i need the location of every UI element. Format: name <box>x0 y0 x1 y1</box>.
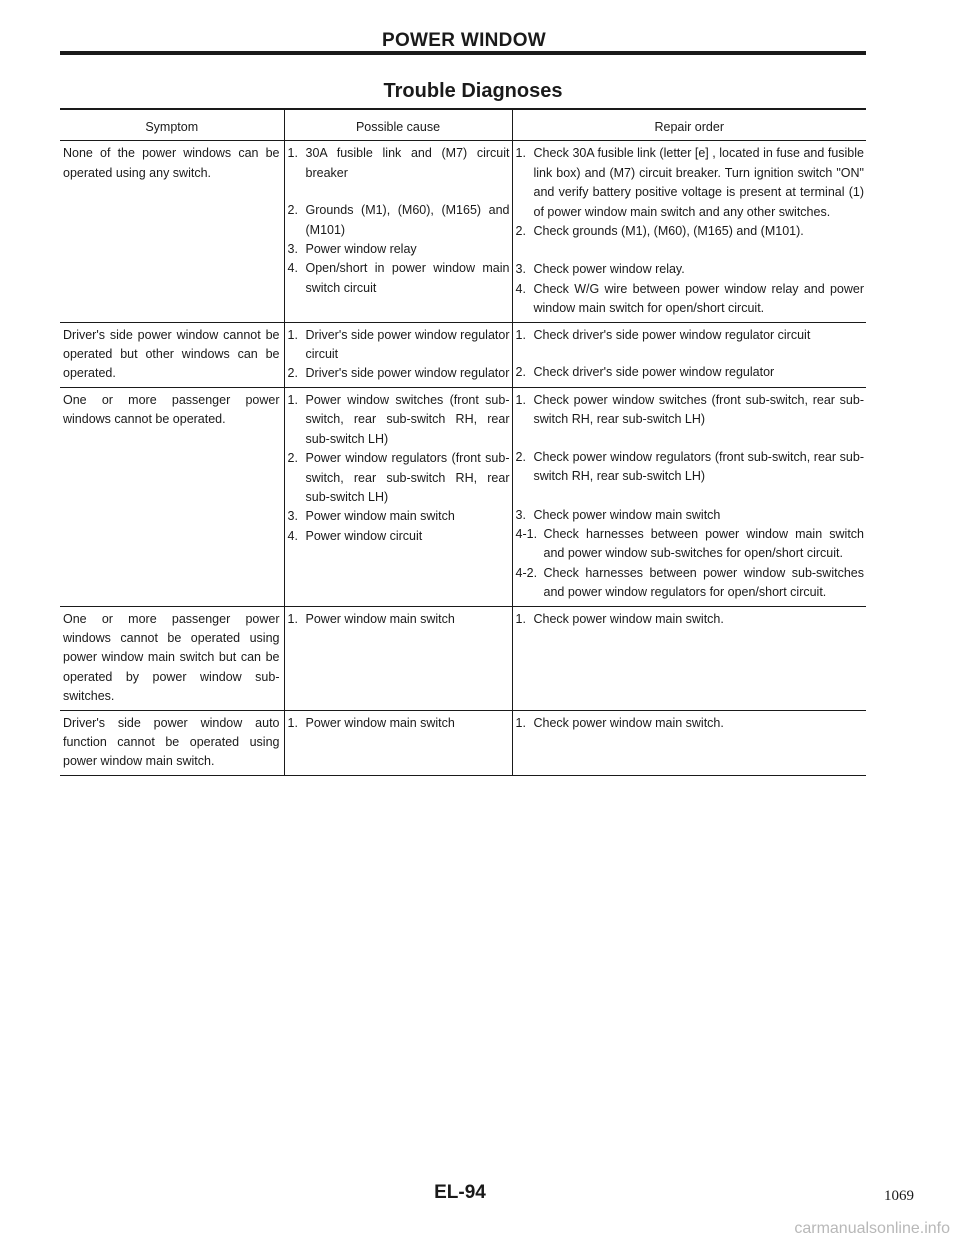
table-row <box>60 141 866 322</box>
list-item <box>288 364 510 383</box>
item-number: 2. <box>287 203 298 218</box>
item-number: 3. <box>287 242 298 257</box>
item-text: Check power window main switch <box>533 507 721 522</box>
page-code: EL-94 <box>434 1182 486 1203</box>
list-item <box>516 525 865 564</box>
item-text: Power window relay <box>305 242 417 257</box>
item-number: 1. <box>287 146 298 161</box>
table-row <box>60 387 866 606</box>
section-title: Trouble Diagnoses <box>383 80 563 102</box>
symptom-cell: Driver's side power window auto function cannot be operated using power window main switch. <box>60 710 284 775</box>
repair-cell <box>512 322 866 387</box>
item-number: 1. <box>515 611 526 626</box>
item-text: Check harnesses between power window sub-switches and power window regulators for open/short circuit. <box>543 565 864 600</box>
table-header-row <box>60 109 866 141</box>
item-text: Power window switches (front sub-switch, rear sub-switch RH, rear sub-switch LH) <box>305 392 510 446</box>
symptom-cell: Driver's side power window cannot be operated but other windows can be operated. <box>60 322 284 387</box>
repair-cell <box>512 387 866 606</box>
item-text: Grounds (M1), (M60), (M165) and (M101) <box>305 203 510 237</box>
item-number: 2. <box>515 449 526 464</box>
item-number: 3. <box>515 262 526 277</box>
item-number: 2. <box>287 366 298 381</box>
cause-cell <box>284 322 512 387</box>
column-header-symptom: Symptom <box>60 109 284 141</box>
item-text: Check harnesses between power window main switch and power window sub-switches for open/short circuit. <box>543 526 864 561</box>
table-row <box>60 322 866 387</box>
item-number: 2. <box>287 451 298 466</box>
list-item <box>288 326 510 365</box>
item-number: 2. <box>515 224 526 239</box>
column-header-repair-order: Repair order <box>512 109 866 141</box>
trouble-diagnoses-table <box>60 108 866 776</box>
list-item <box>288 391 510 449</box>
header-rule <box>60 51 866 55</box>
item-text: Power window main switch <box>305 611 455 626</box>
symptom-cell: None of the power windows can be operated using any switch. <box>60 141 284 322</box>
item-text: Power window circuit <box>305 528 423 543</box>
repair-cell <box>512 141 866 322</box>
list-item <box>288 240 510 259</box>
item-text: Check driver's side power window regulator <box>533 365 775 380</box>
watermark: carmanualsonline.info <box>794 1220 950 1237</box>
cause-cell <box>284 141 512 322</box>
list-item <box>288 527 510 546</box>
list-item <box>288 201 510 240</box>
list-item <box>288 259 510 298</box>
list-item <box>516 448 865 487</box>
item-number: 3. <box>287 509 298 524</box>
symptom-cell: One or more passenger power windows cannot be operated. <box>60 387 284 606</box>
page-number: 1069 <box>884 1188 914 1204</box>
item-text: Open/short in power window main switch circuit <box>305 261 510 295</box>
item-text: Check driver's side power window regulator circuit <box>533 327 811 342</box>
list-item <box>516 280 865 319</box>
item-number: 1. <box>287 715 298 730</box>
list-item <box>516 260 865 279</box>
list-item <box>288 610 510 629</box>
list-item <box>516 391 865 430</box>
item-number: 4. <box>515 281 526 296</box>
list-item <box>516 144 865 222</box>
column-header-possible-cause: Possible cause <box>284 109 512 141</box>
item-text: Check 30A fusible link (letter [e] , located in fuse and fusible link box) and (M7) circuit breaker. Turn ignition switch "ON" and verify battery positive voltage is present at terminal (1) of power window main switch and any other switches. <box>533 146 864 219</box>
list-item <box>288 714 510 733</box>
item-text: Check power window regulators (front sub-switch, rear sub-switch RH, rear sub-switch LH) <box>533 449 864 484</box>
item-text: Check power window switches (front sub-switch, rear sub-switch RH, rear sub-switch LH) <box>533 392 864 427</box>
item-text: Power window main switch <box>305 509 455 524</box>
item-number: 4. <box>287 261 298 276</box>
list-item <box>516 564 865 603</box>
list-item <box>288 144 510 183</box>
list-item <box>516 326 865 345</box>
item-text: Check power window relay. <box>533 262 685 277</box>
item-text: Check power window main switch. <box>533 611 724 626</box>
cause-cell <box>284 387 512 606</box>
item-number: 1. <box>515 327 526 342</box>
table-row <box>60 606 866 710</box>
item-text: Check grounds (M1), (M60), (M165) and (M101). <box>533 224 804 239</box>
item-text: Check power window main switch. <box>533 715 724 730</box>
item-number: 1. <box>515 715 526 730</box>
item-number: 4-1. <box>515 526 538 541</box>
table-row <box>60 710 866 775</box>
item-text: Driver's side power window regulator <box>305 366 510 381</box>
list-item <box>516 714 865 733</box>
trouble-diagnoses-table-wrap <box>60 108 866 776</box>
repair-cell <box>512 710 866 775</box>
repair-cell <box>512 606 866 710</box>
list-item <box>288 449 510 507</box>
cause-cell <box>284 710 512 775</box>
list-item <box>516 363 865 382</box>
item-text: Power window regulators (front sub-switch, rear sub-switch RH, rear sub-switch LH) <box>305 451 510 504</box>
list-item <box>516 610 865 629</box>
item-number: 1. <box>515 146 526 161</box>
item-text: 30A fusible link and (M7) circuit breaker <box>305 146 510 180</box>
item-number: 4. <box>287 528 298 543</box>
item-text: Check W/G wire between power window relay and power window main switch for open/short circuit. <box>533 281 864 316</box>
cause-cell <box>284 606 512 710</box>
item-number: 1. <box>515 392 526 407</box>
symptom-cell: One or more passenger power windows cannot be operated using power window main switch but can be operated by power window sub-switches. <box>60 606 284 710</box>
item-number: 3. <box>515 507 526 522</box>
item-number: 4-2. <box>515 565 538 580</box>
item-number: 1. <box>287 392 298 407</box>
item-number: 2. <box>515 365 526 380</box>
page-header-title: POWER WINDOW <box>381 30 547 51</box>
item-number: 1. <box>287 611 298 626</box>
list-item <box>516 222 865 241</box>
item-number: 1. <box>287 327 298 342</box>
list-item <box>516 506 865 525</box>
item-text: Power window main switch <box>305 715 455 730</box>
item-text: Driver's side power window regulator circuit <box>305 327 510 362</box>
list-item <box>288 507 510 526</box>
